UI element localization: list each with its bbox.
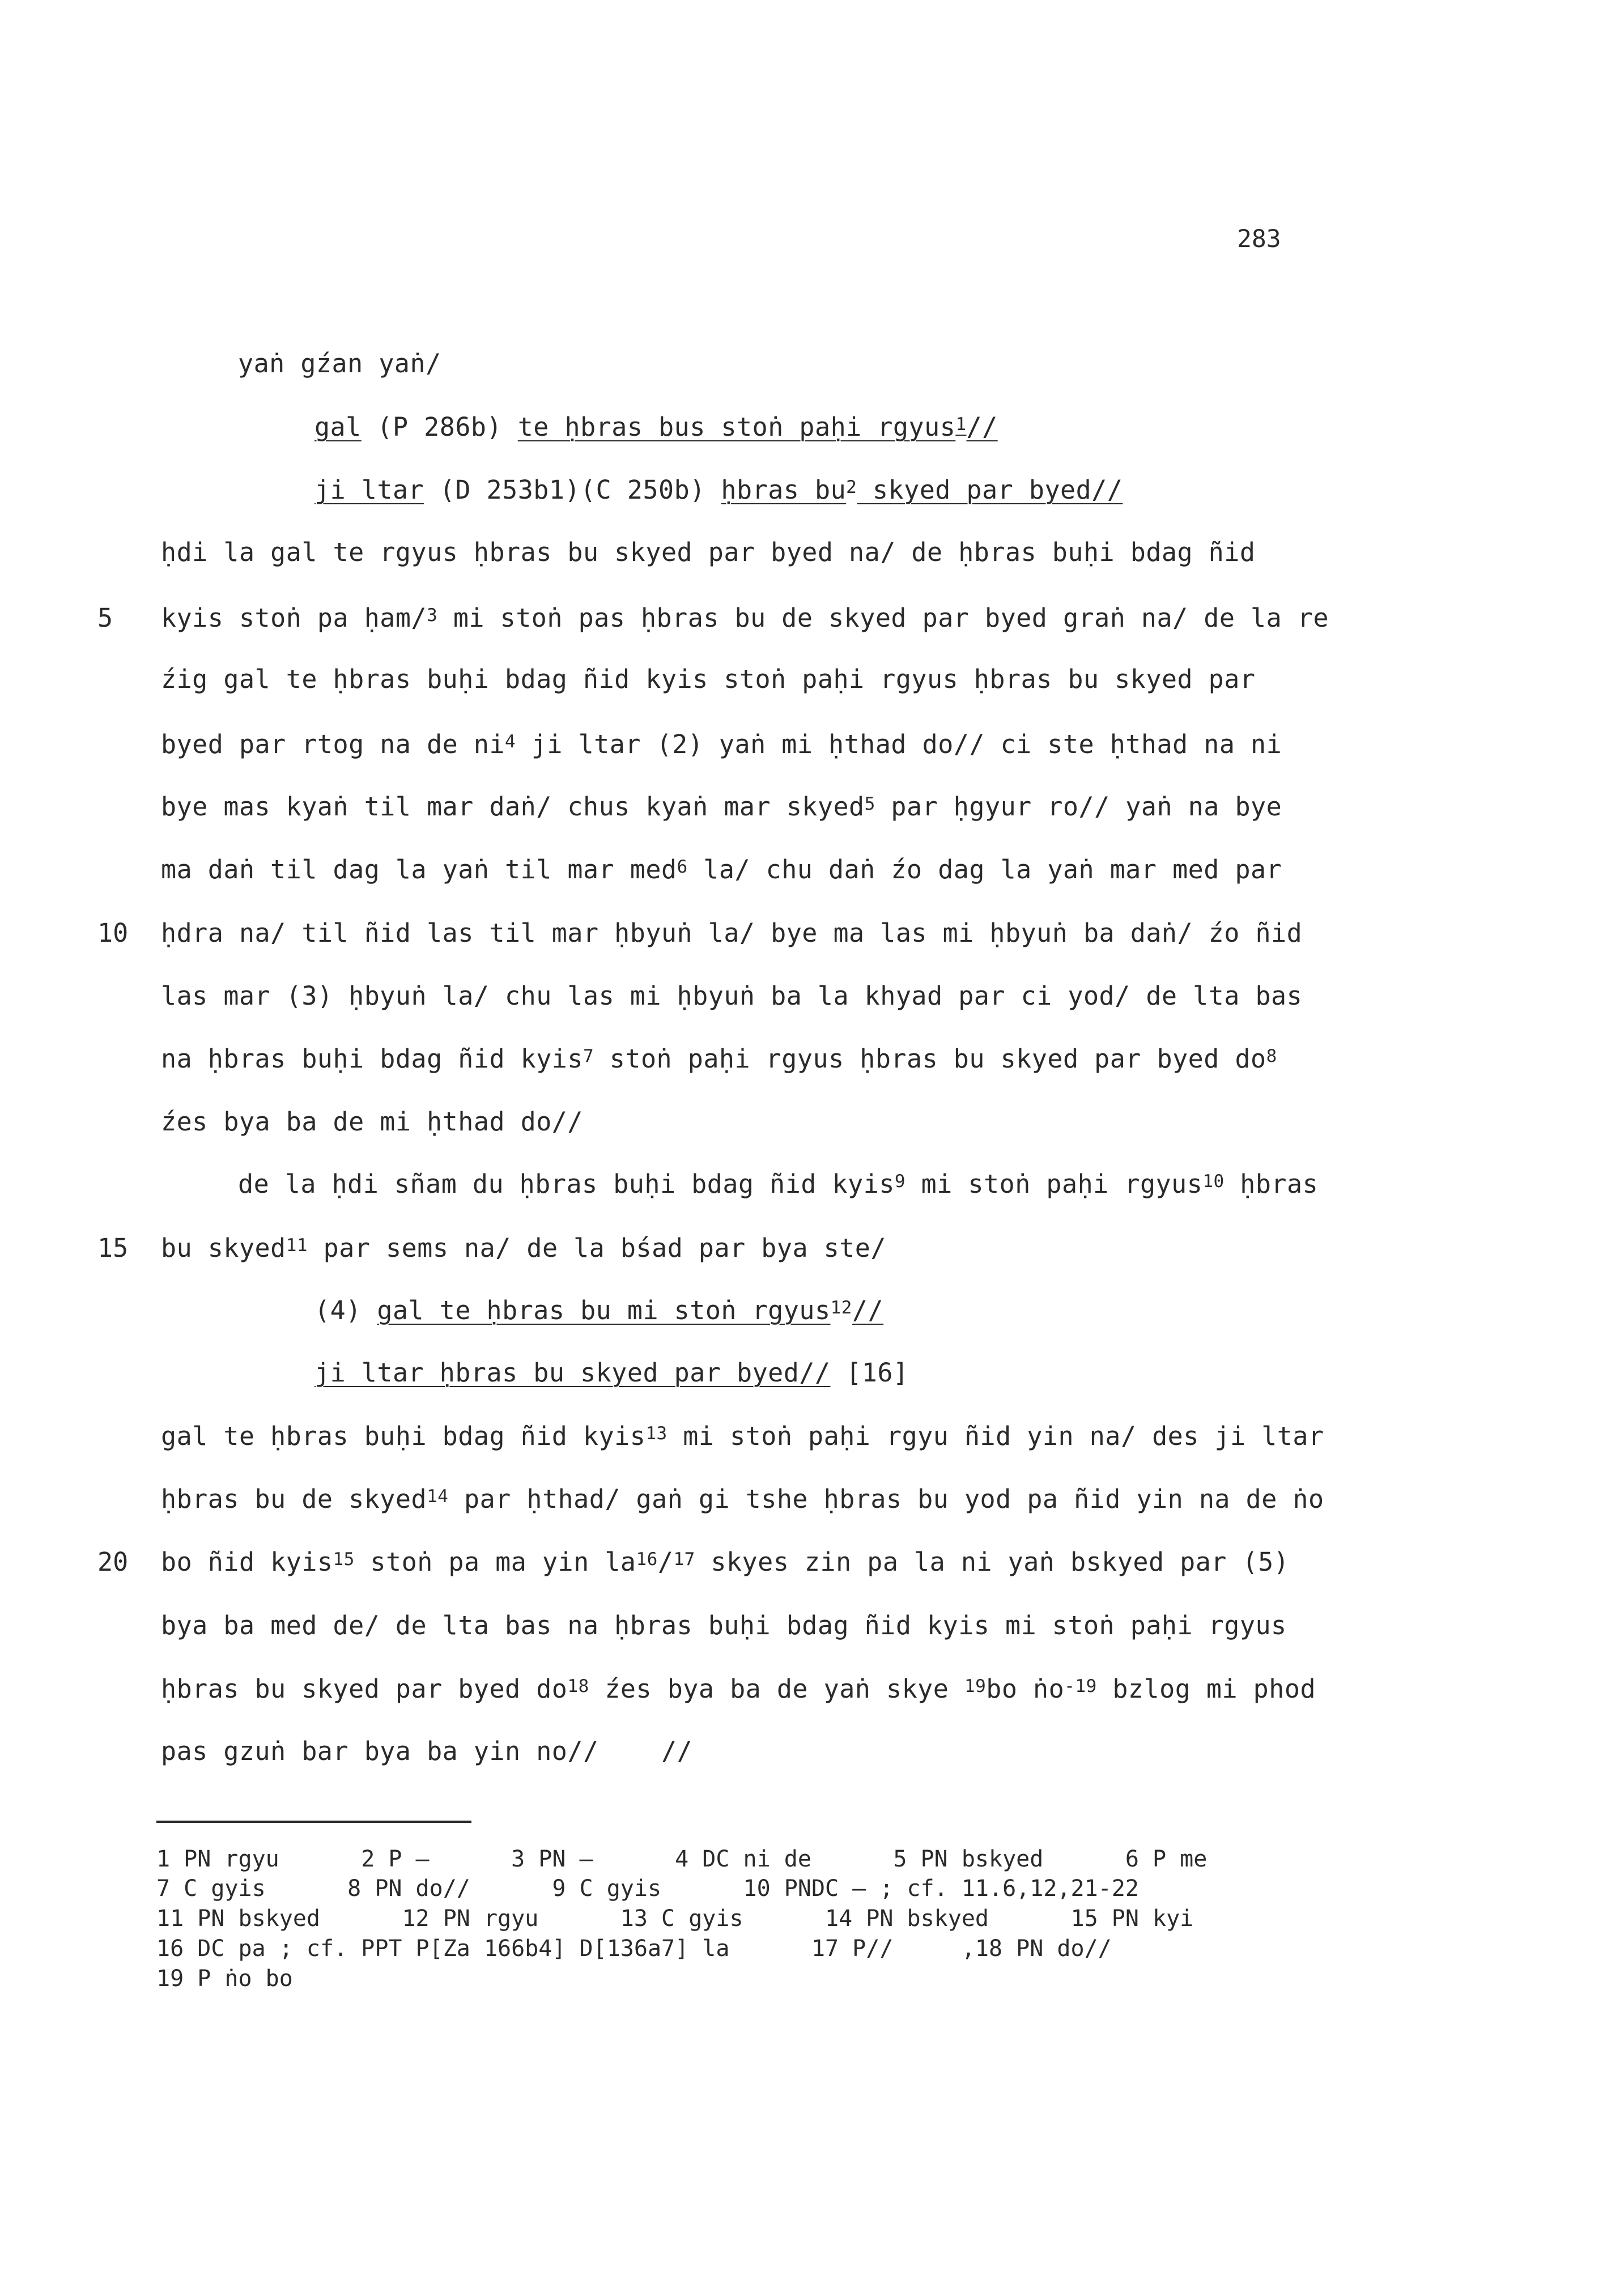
line-text: źig gal te ḥbras buḥi bdag ñid kyis stoṅ paḥi rgyus ḥbras bu skyed par [161, 664, 1256, 694]
footnote-ref: 15 [333, 1549, 355, 1570]
line-text: bu skyed [161, 1233, 286, 1263]
text-line [161, 1547, 1289, 1577]
line-text: bo ñid kyis [161, 1547, 333, 1577]
footnote-ref: 3 [427, 605, 438, 626]
text-line [161, 537, 1255, 567]
footnote-ref: 9 [894, 1171, 906, 1192]
text-line [161, 854, 1282, 885]
line-text: źes bya ba de mi ḥthad do// [161, 1107, 583, 1137]
line-text: mi stoṅ paḥi rgyu ñid yin na/ des ji ltar [667, 1421, 1324, 1451]
line-text: de la ḥdi sñam du ḥbras buḥi bdag ñid kyis [238, 1169, 895, 1199]
line-text: źes bya ba de yaṅ skye [589, 1674, 964, 1704]
text-line-1 [238, 348, 441, 379]
text-line [161, 1044, 1277, 1074]
text-line [161, 1674, 1316, 1704]
manuscript-ref: (D 253b1)(C 250b) [424, 475, 721, 505]
text-line [161, 918, 1302, 948]
line-text: ḥbras [1224, 1169, 1319, 1199]
footnote-ref: 8 [1266, 1046, 1277, 1066]
verse-line-4 [314, 1358, 909, 1388]
line-text: bye mas kyaṅ til mar daṅ/ chus kyaṅ mar skyed [161, 792, 865, 822]
verse-text: ji ltar ḥbras bu skyed par byed// [314, 1358, 831, 1388]
footnote-ref: 18 [567, 1676, 589, 1697]
footnote-line: 1 PN rgyu 2 P — 3 PN — 4 DC ni de 5 PN bskyed 6 P me [156, 1846, 1208, 1872]
text-line [161, 981, 1302, 1011]
footnote-ref: 4 [505, 732, 516, 752]
line-text: pas gzuṅ bar bya ba yin no// // [161, 1736, 693, 1766]
line-number: 10 [97, 918, 129, 948]
footnote-ref: 10 [1202, 1171, 1225, 1192]
line-text: na ḥbras buḥi bdag ñid kyis [161, 1044, 583, 1074]
line-text: bzlog mi phod [1096, 1674, 1316, 1704]
footnote-ref: 16 [636, 1549, 658, 1570]
verse-line-1 [314, 412, 998, 442]
footnote-divider [156, 1821, 471, 1823]
line-text: yaṅ gźan yaṅ/ [238, 348, 441, 379]
line-text: mi stoṅ paḥi rgyus [905, 1169, 1203, 1199]
line-text: bo ṅo [986, 1674, 1065, 1704]
line-text: gal te ḥbras buḥi bdag ñid kyis [161, 1421, 646, 1451]
line-text: stoṅ paḥi rgyus ḥbras bu skyed par byed do [594, 1044, 1266, 1074]
text-line [161, 1610, 1287, 1640]
manuscript-ref: (P 286b) [361, 412, 518, 442]
line-text: par ḥthad/ gaṅ gi tshe ḥbras bu yod pa ñid yin na de ṅo [448, 1484, 1324, 1514]
text-line [161, 792, 1282, 822]
line-text: stoṅ pa ma yin la [354, 1547, 636, 1577]
verse-text: skyed par byed// [857, 475, 1123, 505]
footnote-ref: -19 [1064, 1676, 1097, 1697]
footnote-line: 7 C gyis 8 PN do// 9 C gyis 10 PNDC — ; cf. 11.6,12,21-22 [156, 1876, 1139, 1902]
verse-text: // [966, 412, 998, 442]
verse-text: ji ltar [314, 475, 424, 505]
footnote-ref: 12 [830, 1298, 852, 1318]
footnote-ref: 14 [427, 1486, 449, 1507]
verse-text: te ḥbras bus stoṅ paḥi rgyus [517, 412, 956, 442]
text-line [161, 1736, 692, 1766]
text-line [161, 729, 1282, 759]
line-text: par ḥgyur ro// yaṅ na bye [875, 792, 1282, 822]
text-line [161, 1484, 1324, 1514]
verse-text: // [852, 1295, 884, 1325]
footnote-line: 11 PN bskyed 12 PN rgyu 13 C gyis 14 PN bskyed 15 PN kyi [156, 1906, 1194, 1932]
line-text: byed par rtog na de ni [161, 729, 505, 759]
text-line [161, 664, 1255, 694]
line-text: ḥbras bu de skyed [161, 1484, 427, 1514]
verse-text: ḥbras bu [721, 475, 847, 505]
footnote-ref: 1 [955, 414, 967, 435]
footnote-ref: 2 [846, 477, 857, 498]
footnote-ref: 5 [864, 794, 875, 814]
verse-text: gal te ḥbras bu mi stoṅ rgyus [377, 1295, 831, 1325]
line-number: 15 [97, 1233, 129, 1263]
footnote-ref: 11 [286, 1235, 308, 1256]
line-text: ji ltar (2) yaṅ mi ḥthad do// ci ste ḥthad na ni [516, 729, 1282, 759]
verse-marker: (4) [314, 1295, 377, 1325]
footnote-line: 19 P ṅo bo [156, 1966, 293, 1992]
line-text: ḥdra na/ til ñid las til mar ḥbyuṅ la/ bye ma las mi ḥbyuṅ ba daṅ/ źo ñid [161, 918, 1303, 948]
text-line [161, 1107, 583, 1137]
text-line [161, 603, 1329, 633]
line-text: la/ chu daṅ źo dag la yaṅ mar med par [687, 854, 1282, 885]
line-text: par sems na/ de la bśad par bya ste/ [308, 1233, 886, 1263]
text-line [161, 1233, 886, 1263]
line-text: / [657, 1547, 674, 1577]
footnote-ref: 17 [673, 1549, 695, 1570]
footnote-ref: 6 [677, 857, 688, 877]
footnote-ref: 13 [645, 1423, 668, 1444]
footnote-ref: 7 [583, 1046, 594, 1066]
text-line [238, 1169, 1318, 1199]
text-line [161, 1421, 1324, 1451]
line-number: 20 [97, 1547, 129, 1577]
line-text: ḥdi la gal te rgyus ḥbras bu skyed par byed na/ de ḥbras buḥi bdag ñid [161, 537, 1256, 567]
line-number: 5 [97, 603, 113, 633]
verse-line-2 [314, 475, 1123, 505]
verse-text: gal [314, 412, 362, 442]
line-text: skyes zin pa la ni yaṅ bskyed par (5) [695, 1547, 1290, 1577]
line-text: bya ba med de/ de lta bas na ḥbras buḥi bdag ñid kyis mi stoṅ paḥi rgyus [161, 1610, 1287, 1640]
line-text: kyis stoṅ pa ḥam/ [161, 603, 427, 633]
verse-line-3 [314, 1295, 883, 1325]
line-text: las mar (3) ḥbyuṅ la/ chu las mi ḥbyuṅ ba la khyad par ci yod/ de lta bas [161, 981, 1303, 1011]
footnote-line: 16 DC pa ; cf. PPT P[Za 166b4] D[136a7] la 17 P// ,18 PN do// [156, 1936, 1112, 1962]
line-text: ma daṅ til dag la yaṅ til mar med [161, 854, 677, 885]
line-text: mi stoṅ pas ḥbras bu de skyed par byed graṅ na/ de la re [437, 603, 1329, 633]
verse-number: [16] [830, 1358, 909, 1388]
page-number: 283 [1237, 225, 1281, 253]
line-text: ḥbras bu skyed par byed do [161, 1674, 568, 1704]
footnote-ref: 19 [964, 1676, 987, 1697]
